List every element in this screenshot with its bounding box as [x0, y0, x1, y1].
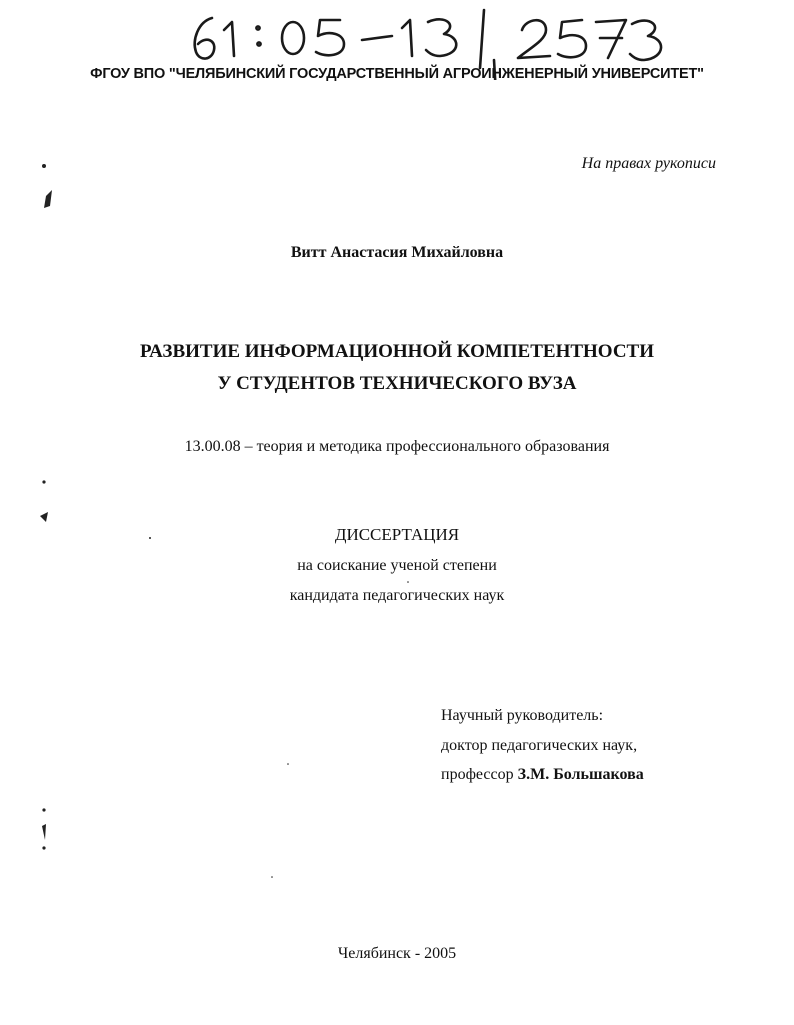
- degree-purpose-line-2: кандидата педагогических наук: [289, 587, 505, 604]
- dissertation-title-line-2: У СТУДЕНТОВ ТЕХНИЧЕСКОГО ВУЗА: [217, 373, 577, 394]
- supervisor-label: Научный руководитель:: [441, 707, 604, 724]
- supervisor-title-line: [441, 766, 644, 784]
- rights-note: На правах рукописи: [581, 155, 716, 172]
- city-year: Челябинск - 2005: [337, 945, 457, 962]
- degree-purpose-line-1: на соискание ученой степени: [297, 557, 497, 574]
- institution-header: ФГОУ ВПО "ЧЕЛЯБИНСКИЙ ГОСУДАРСТВЕННЫЙ АГРОИНЖЕНЕРНЫЙ УНИВЕРСИТЕТ": [90, 66, 704, 82]
- author-name: Витт Анастасия Михайловна: [290, 244, 504, 261]
- supervisor-name: З.М. Большакова: [517, 766, 644, 783]
- dissertation-title-line-1: РАЗВИТИЕ ИНФОРМАЦИОННОЙ КОМПЕТЕНТНОСТИ: [140, 341, 654, 362]
- specialty-code: 13.00.08 – теория и методика профессионального образования: [184, 438, 610, 455]
- document-type: ДИССЕРТАЦИЯ: [334, 525, 460, 544]
- supervisor-title: профессор: [441, 766, 514, 783]
- supervisor-degree: доктор педагогических наук,: [441, 737, 638, 754]
